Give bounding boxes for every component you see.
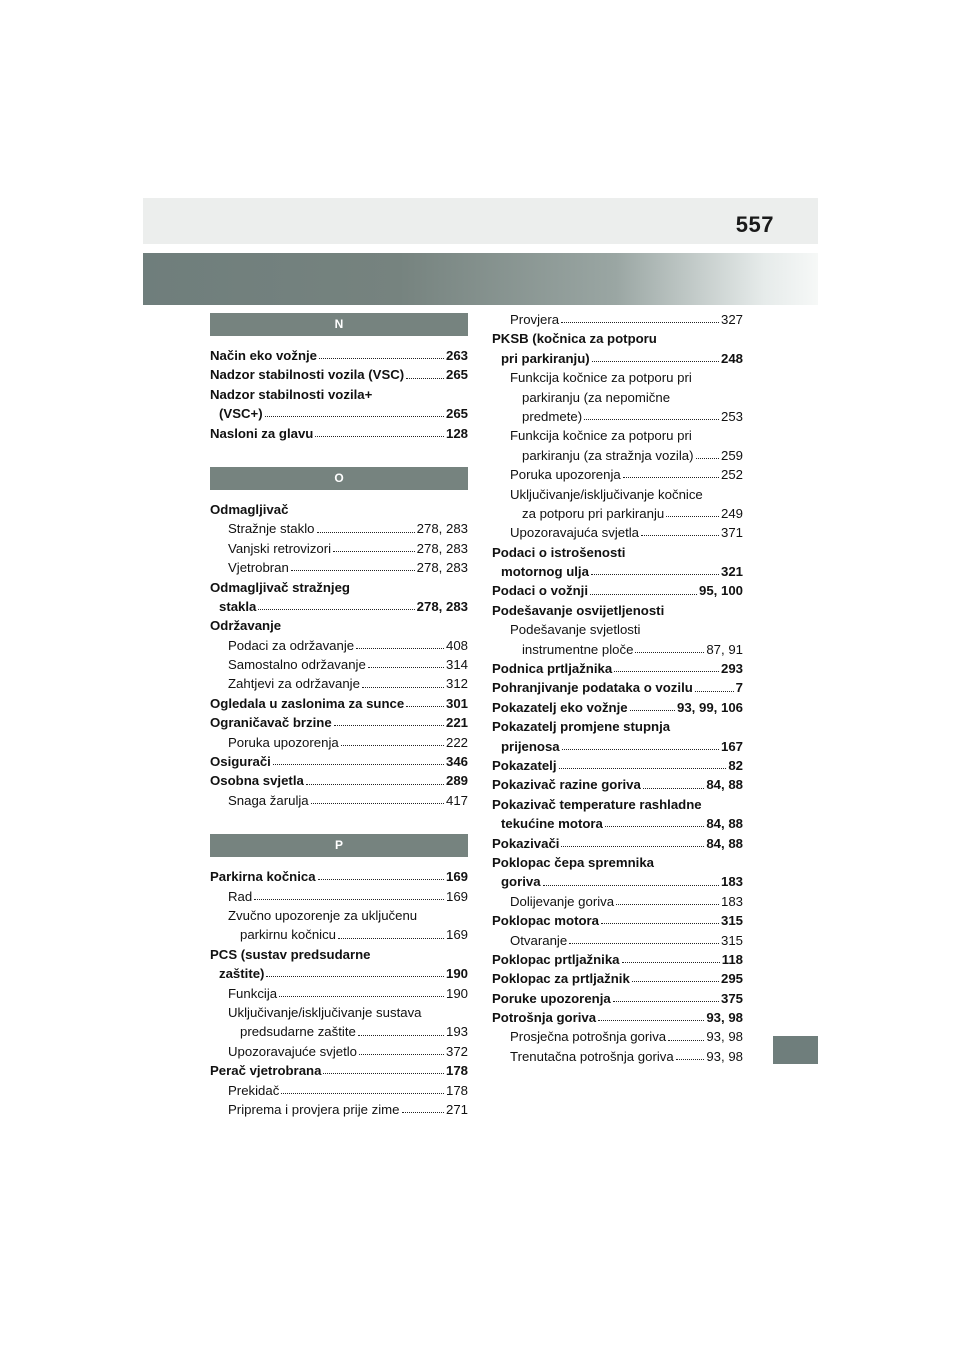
index-entry-term: (VSC+) xyxy=(219,406,263,422)
index-entry xyxy=(492,853,743,872)
dot-leader xyxy=(561,846,704,847)
index-entry xyxy=(492,737,743,756)
index-entry xyxy=(210,404,468,423)
index-entry-page: 169 xyxy=(445,869,468,885)
dot-leader xyxy=(315,436,444,437)
dot-leader xyxy=(317,532,415,533)
dot-leader xyxy=(319,358,444,359)
index-entry-term: Odmagljivač stražnjeg xyxy=(210,579,350,595)
index-entry-term: Dolijevanje goriva xyxy=(510,893,615,909)
index-entry xyxy=(492,640,743,659)
index-entry xyxy=(210,578,468,597)
index-entry xyxy=(210,539,468,558)
dot-leader xyxy=(406,706,444,707)
dot-leader xyxy=(559,768,727,769)
index-entry xyxy=(492,795,743,814)
dot-leader xyxy=(668,1040,704,1041)
index-entry-term: Provjera xyxy=(510,312,560,327)
index-entry-term: Poklopac motora xyxy=(492,913,599,929)
dot-leader xyxy=(598,1020,704,1021)
index-entry xyxy=(492,426,743,445)
dot-leader xyxy=(406,378,444,379)
dot-leader xyxy=(338,938,444,939)
index-entry xyxy=(210,694,468,713)
index-entry-page: 327 xyxy=(720,312,743,327)
index-entry-page: 183 xyxy=(720,893,743,909)
dot-leader xyxy=(641,535,719,536)
index-entry-term: Funkcija kočnice za potporu pri xyxy=(510,428,692,444)
page-header-band xyxy=(143,198,818,244)
index-entry xyxy=(210,365,468,384)
dot-leader xyxy=(569,943,719,944)
index-entry-page: 169 xyxy=(445,927,468,943)
index-entry xyxy=(210,519,468,538)
dot-leader xyxy=(643,788,705,789)
index-column-right xyxy=(492,310,743,1066)
dot-leader xyxy=(311,803,444,804)
dot-leader xyxy=(358,1035,444,1036)
index-entry xyxy=(492,717,743,736)
index-entry-page: 193 xyxy=(445,1024,468,1040)
index-entry-term: Prekidač xyxy=(228,1082,280,1098)
index-entry-term: Pokazatelj xyxy=(492,757,557,773)
index-entry-page: 321 xyxy=(720,564,743,580)
index-entry xyxy=(210,1042,468,1061)
index-entry-term: Uključivanje/isključivanje kočnice xyxy=(510,486,703,502)
dot-leader xyxy=(591,574,719,575)
index-entry-term: goriva xyxy=(501,874,541,890)
index-entry-term: Podaci o vožnji xyxy=(492,583,588,599)
index-entry xyxy=(210,925,468,944)
page-number: 557 xyxy=(735,212,774,237)
index-entry-term: motornog ulja xyxy=(501,564,589,580)
index-entry xyxy=(492,698,743,717)
index-entry xyxy=(492,562,743,581)
dot-leader xyxy=(362,687,444,688)
index-entry xyxy=(210,346,468,365)
index-entry xyxy=(210,791,468,810)
index-entry xyxy=(492,872,743,891)
index-entry-page: 263 xyxy=(445,348,468,363)
index-entry-term: Zahtjevi za održavanje xyxy=(228,676,360,692)
index-entry-page: 167 xyxy=(720,738,743,754)
index-entry-term: Poruke upozorenja xyxy=(492,990,611,1006)
index-entry-page: 82 xyxy=(728,757,743,773)
dot-leader xyxy=(291,570,415,571)
dot-leader xyxy=(584,419,719,420)
index-entry xyxy=(492,931,743,950)
index-entry-page: 312 xyxy=(445,676,468,692)
index-entry-term: Stražnje staklo xyxy=(228,521,315,537)
index-entry-term: parkiranju (za nepomične xyxy=(522,389,671,405)
index-entry xyxy=(210,733,468,752)
index-entry-page: 315 xyxy=(720,913,743,929)
index-entry-page: 278, 283 xyxy=(416,598,468,614)
index-entry xyxy=(210,424,468,443)
index-entry-page: 84, 88 xyxy=(706,835,743,851)
index-column-left xyxy=(210,313,468,1119)
index-entry-term: Parkirna kočnica xyxy=(210,869,316,885)
index-entry xyxy=(492,1027,743,1046)
index-entry-term: Ogledala u zaslonima za sunce xyxy=(210,695,405,711)
index-entry-page: 253 xyxy=(720,408,743,424)
index-entry xyxy=(492,1008,743,1027)
index-entry xyxy=(492,601,743,620)
index-entry xyxy=(210,597,468,616)
index-entry-page: 289 xyxy=(445,773,468,789)
index-entry xyxy=(492,368,743,387)
dot-leader xyxy=(623,477,719,478)
dot-leader xyxy=(402,1112,444,1113)
dot-leader xyxy=(281,1093,444,1094)
heading-spacer xyxy=(210,336,468,346)
index-entry-page: 169 xyxy=(445,888,468,904)
index-entry-term: PKSB (kočnica za potporu xyxy=(492,331,657,347)
index-entry-term: Perač vjetrobrana xyxy=(210,1063,322,1079)
index-entry xyxy=(492,659,743,678)
index-entry-term: Upozoravajuća svjetla xyxy=(510,525,640,541)
index-entry xyxy=(492,678,743,697)
index-entry xyxy=(210,713,468,732)
index-entry xyxy=(492,834,743,853)
index-entry-term: Nasloni za glavu xyxy=(210,425,314,441)
index-entry xyxy=(492,1047,743,1066)
dot-leader xyxy=(590,594,697,595)
index-entry-term: Upozoravajuće svjetlo xyxy=(228,1043,358,1059)
dot-leader xyxy=(266,976,444,977)
index-entry-term: Poruka upozorenja xyxy=(510,467,621,483)
dot-leader xyxy=(605,826,704,827)
index-entry-page: 222 xyxy=(445,734,468,750)
index-entry xyxy=(492,620,743,639)
index-entry-page: 408 xyxy=(445,637,468,653)
dot-leader xyxy=(666,516,719,517)
index-entry xyxy=(210,945,468,964)
index-entry xyxy=(210,964,468,983)
index-entry-term: parkiranju (za stražnja vozila) xyxy=(522,447,694,463)
index-entry-term: Otvaranje xyxy=(510,932,568,948)
index-entry xyxy=(210,1100,468,1119)
index-entry-term: Pokazivač temperature rashladne xyxy=(492,796,702,812)
index-entry-term: Podešavanje osvijetljenosti xyxy=(492,602,665,618)
index-entry-term: parkirnu kočnicu xyxy=(240,927,337,943)
index-entry-page: 375 xyxy=(720,990,743,1006)
index-entry-term: Ograničavač brzine xyxy=(210,715,332,731)
letter-heading: O xyxy=(210,467,468,490)
index-entry-term: Vjetrobran xyxy=(228,560,289,576)
index-entry-term: instrumentne ploče xyxy=(522,641,634,657)
index-entry-term: Uključivanje/isključivanje sustava xyxy=(228,1004,422,1020)
index-entry xyxy=(210,500,468,519)
index-entry-term: Snaga žarulja xyxy=(228,792,309,808)
heading-spacer xyxy=(210,857,468,867)
index-entry-term: Poklopac čepa spremnika xyxy=(492,854,654,870)
index-entry xyxy=(492,523,743,542)
index-entry xyxy=(492,969,743,988)
index-entry-term: Pokazatelj promjene stupnja xyxy=(492,719,671,735)
index-entry-term: za potporu pri parkiranju xyxy=(522,505,665,521)
dot-leader xyxy=(696,458,719,459)
index-entry xyxy=(492,485,743,504)
index-entry-term: Trenutačna potrošnja goriva xyxy=(510,1048,674,1064)
index-entry-term: Poruka upozorenja xyxy=(228,734,339,750)
index-entry-term: Pokazivač razine goriva xyxy=(492,777,641,793)
index-entry-page: 265 xyxy=(445,367,468,383)
index-entry xyxy=(210,558,468,577)
index-entry xyxy=(492,989,743,1008)
index-entry-page: 178 xyxy=(445,1082,468,1098)
index-entry-page: 346 xyxy=(445,754,468,770)
index-entry-page: 118 xyxy=(721,951,743,967)
dot-leader xyxy=(613,1001,719,1002)
index-entry-term: Održavanje xyxy=(210,618,282,634)
index-entry-term: stakla xyxy=(219,598,257,614)
dot-leader xyxy=(318,879,444,880)
index-entry-page: 178 xyxy=(445,1063,468,1079)
index-entry-page: 295 xyxy=(720,971,743,987)
index-entry-term: Poklopac za prtljažnik xyxy=(492,971,630,987)
dot-leader xyxy=(356,648,444,649)
index-entry xyxy=(492,504,743,523)
letter-heading: N xyxy=(210,313,468,336)
index-entry-term: Pokazatelj eko vožnje xyxy=(492,699,628,715)
index-entry-page: 128 xyxy=(445,425,468,441)
index-entry xyxy=(492,465,743,484)
dot-leader xyxy=(273,764,444,765)
index-entry-term: zaštite) xyxy=(219,966,265,982)
index-entry-term: prijenosa xyxy=(501,738,560,754)
index-entry xyxy=(492,892,743,911)
index-entry-page: 278, 283 xyxy=(416,560,468,576)
index-entry-page: 417 xyxy=(445,792,468,808)
index-entry-page: 190 xyxy=(445,966,468,982)
index-entry-page: 314 xyxy=(445,657,468,673)
dot-leader xyxy=(614,671,719,672)
index-entry-term: Funkcija xyxy=(228,985,278,1001)
index-entry xyxy=(210,906,468,925)
index-entry-term: Poklopac prtljažnika xyxy=(492,951,620,967)
index-entry xyxy=(492,388,743,407)
index-entry-term: Podaci za održavanje xyxy=(228,637,355,653)
index-entry-term: Funkcija kočnice za potporu pri xyxy=(510,370,692,386)
index-entry-page: 93, 99, 106 xyxy=(677,699,743,715)
index-entry-page: 84, 88 xyxy=(706,816,743,832)
index-entry xyxy=(210,674,468,693)
index-entry xyxy=(210,616,468,635)
index-entry-page: 7 xyxy=(735,680,743,696)
index-entry-term: Osobna svjetla xyxy=(210,773,304,789)
index-entry xyxy=(492,407,743,426)
index-entry-term: Zvučno upozorenje za uključenu xyxy=(228,907,418,923)
dot-leader xyxy=(341,745,444,746)
index-entry xyxy=(492,349,743,368)
index-entry-page: 183 xyxy=(720,874,743,890)
dot-leader xyxy=(676,1059,705,1060)
index-entry-term: Odmagljivač xyxy=(210,501,289,517)
dot-leader xyxy=(622,962,720,963)
dot-leader xyxy=(630,710,675,711)
index-entry-page: 372 xyxy=(445,1043,468,1059)
index-entry xyxy=(492,446,743,465)
index-entry-term: tekućine motora xyxy=(501,816,603,832)
index-entry-term: Podaci o istrošenosti xyxy=(492,544,626,560)
index-entry-page: 278, 283 xyxy=(416,540,468,556)
group-spacer xyxy=(210,443,468,467)
index-entry-page: 93, 98 xyxy=(706,1010,743,1026)
index-entry xyxy=(492,911,743,930)
index-entry-term: Samostalno održavanje xyxy=(228,657,366,673)
index-entry-term: Nadzor stabilnosti vozila+ xyxy=(210,386,373,402)
index-entry-term: Rad xyxy=(228,888,253,904)
index-entry-term: predsudarne zaštite xyxy=(240,1024,356,1040)
index-entry-page: 301 xyxy=(445,695,468,711)
index-entry-page: 265 xyxy=(445,406,468,422)
index-entry-page: 259 xyxy=(720,447,743,463)
index-entry-page: 190 xyxy=(445,985,468,1001)
index-entry-term: Nadzor stabilnosti vozila (VSC) xyxy=(210,367,405,383)
index-entry xyxy=(210,1061,468,1080)
index-entry-page: 249 xyxy=(720,505,743,521)
dot-leader xyxy=(258,609,414,610)
index-entry-term: predmete) xyxy=(522,408,583,424)
dot-leader xyxy=(306,784,444,785)
index-entry-page: 95, 100 xyxy=(699,583,743,599)
index-entry-term: Način eko vožnje xyxy=(210,348,318,363)
index-entry-page: 315 xyxy=(720,932,743,948)
index-entry-page: 271 xyxy=(445,1101,468,1117)
index-entry-term: Vanjski retrovizori xyxy=(228,540,332,556)
index-entry xyxy=(210,984,468,1003)
index-entry xyxy=(492,950,743,969)
index-entry-term: Pohranjivanje podataka o vozilu xyxy=(492,680,693,696)
dot-leader xyxy=(359,1054,444,1055)
index-entry-term: Podešavanje svjetlosti xyxy=(510,622,641,638)
heading-spacer xyxy=(210,490,468,500)
dot-leader xyxy=(334,725,444,726)
index-entry-page: 278, 283 xyxy=(416,521,468,537)
group-spacer xyxy=(210,810,468,834)
index-entry-term: Priprema i provjera prije zime xyxy=(228,1101,400,1117)
index-entry xyxy=(210,1081,468,1100)
dot-leader xyxy=(616,904,719,905)
index-entry-term: Pokazivači xyxy=(492,835,560,851)
index-entry-page: 252 xyxy=(720,467,743,483)
index-entry-page: 371 xyxy=(720,525,743,541)
index-entry-term: pri parkiranju) xyxy=(501,350,590,366)
dot-leader xyxy=(323,1073,444,1074)
dot-leader xyxy=(601,923,719,924)
dot-leader xyxy=(279,996,444,997)
index-entry-page: 93, 98 xyxy=(706,1029,743,1045)
section-gradient-banner xyxy=(143,253,818,305)
dot-leader xyxy=(254,899,444,900)
index-entry xyxy=(210,385,468,404)
index-entry-term: Osigurači xyxy=(210,754,271,770)
letter-heading: P xyxy=(210,834,468,857)
index-entry xyxy=(492,543,743,562)
index-entry xyxy=(210,771,468,790)
dot-leader xyxy=(632,981,719,982)
index-entry xyxy=(210,752,468,771)
dot-leader xyxy=(543,885,719,886)
index-entry-term: PCS (sustav predsudarne xyxy=(210,946,371,962)
dot-leader xyxy=(562,749,719,750)
dot-leader xyxy=(561,322,719,323)
dot-leader xyxy=(592,361,719,362)
index-entry xyxy=(210,867,468,886)
dot-leader xyxy=(265,416,444,417)
index-entry xyxy=(210,636,468,655)
index-entry-term: Potrošnja goriva xyxy=(492,1010,597,1026)
index-entry-page: 84, 88 xyxy=(706,777,743,793)
index-entry-term: Prosječna potrošnja goriva xyxy=(510,1029,667,1045)
index-entry xyxy=(210,655,468,674)
dot-leader xyxy=(635,652,704,653)
index-entry-page: 221 xyxy=(445,715,468,731)
index-entry-page: 87, 91 xyxy=(706,641,743,657)
index-entry xyxy=(210,1022,468,1041)
index-entry-page: 93, 98 xyxy=(706,1048,743,1064)
index-entry xyxy=(492,310,743,329)
dot-leader xyxy=(333,551,415,552)
index-entry xyxy=(210,887,468,906)
index-entry-page: 248 xyxy=(720,350,743,366)
index-entry xyxy=(492,775,743,794)
index-entry xyxy=(210,1003,468,1022)
dot-leader xyxy=(695,691,734,692)
dot-leader xyxy=(368,667,444,668)
index-entry xyxy=(492,581,743,600)
index-entry-page: 293 xyxy=(720,661,743,677)
index-entry-term: Podnica prtljažnika xyxy=(492,661,613,677)
index-entry xyxy=(492,756,743,775)
index-entry xyxy=(492,329,743,348)
index-entry xyxy=(492,814,743,833)
index-tab-marker xyxy=(773,1036,818,1064)
